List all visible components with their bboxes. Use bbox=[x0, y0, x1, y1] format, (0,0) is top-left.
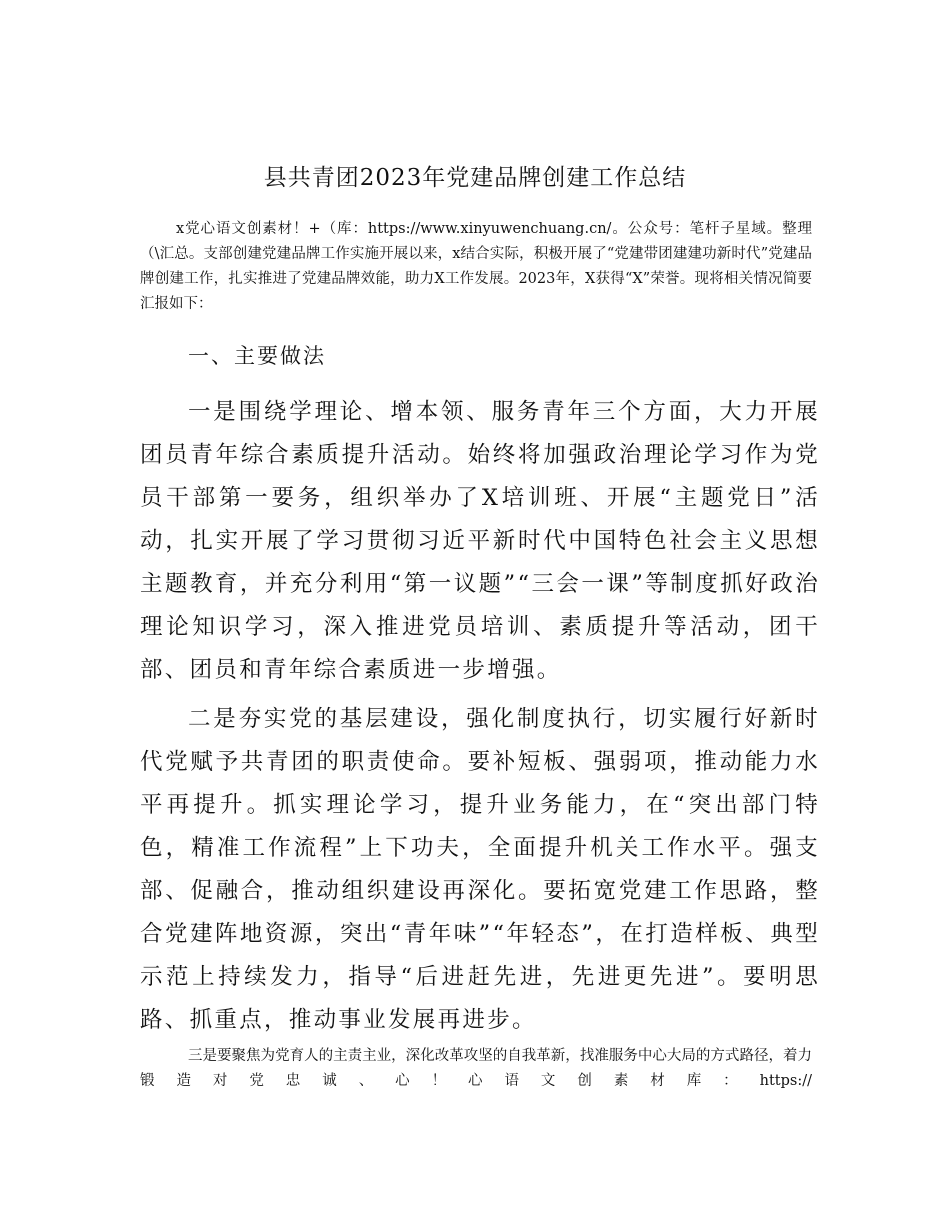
section-heading: 一、主要做法 bbox=[188, 344, 326, 368]
body-paragraph-1: 一是围绕学理论、增本领、服务青年三个方面，大力开展团员青年综合素质提升活动。始终将加强政治理论学习作为党员干部第一要务，组织举办了X培训班、开展“主题党日”活动，扎实开展了学习贯彻习近平新时代中国特色社会主义思想主题教育，并充分利用“第一议题”“三会一课”等制度抓好政治理论知识学习，深入推进党员培训、素质提升等活动，团干部、团员和青年综合素质进一步增强。 bbox=[140, 399, 820, 683]
body-paragraph-3: 三是要聚焦为党育人的主责主业，深化改革攻坚的自我革新，找准服务中心大局的方式路径，着力锻造对党忠诚、心！心语文创素材库：https:// bbox=[140, 1048, 812, 1089]
intro-paragraph: x党心语文创素材！+（库：https://www.xinyuwenchuang.cn/。公众号：笔杆子星域。整理（\汇总。支部创建党建品牌工作实施开展以来，x结合实际，积极开展了“党建带团建建功新时代”党建品牌创建工作，扎实推进了党建品牌效能，助力X工作发展。2023年，X获得“X”荣誉。现将相关情况简要汇报如下： bbox=[140, 221, 812, 312]
body-paragraph-2: 二是夯实党的基层建设，强化制度执行，切实履行好新时代党赋予共青团的职责使命。要补短板、强弱项，推动能力水平再提升。抓实理论学习，提升业务能力，在“突出部门特色，精准工作流程”上下功夫，全面提升机关工作水平。强支部、促融合，推动组织建设再深化。要拓宽党建工作思路，整合党建阵地资源，突出“青年味”“年轻态”，在打造样板、典型示范上持续发力，指导“后进赶先进，先进更先进”。要明思路、抓重点，推动事业发展再进步。 bbox=[140, 706, 820, 1033]
document-title: 县共青团2023年党建品牌创建工作总结 bbox=[263, 165, 687, 191]
